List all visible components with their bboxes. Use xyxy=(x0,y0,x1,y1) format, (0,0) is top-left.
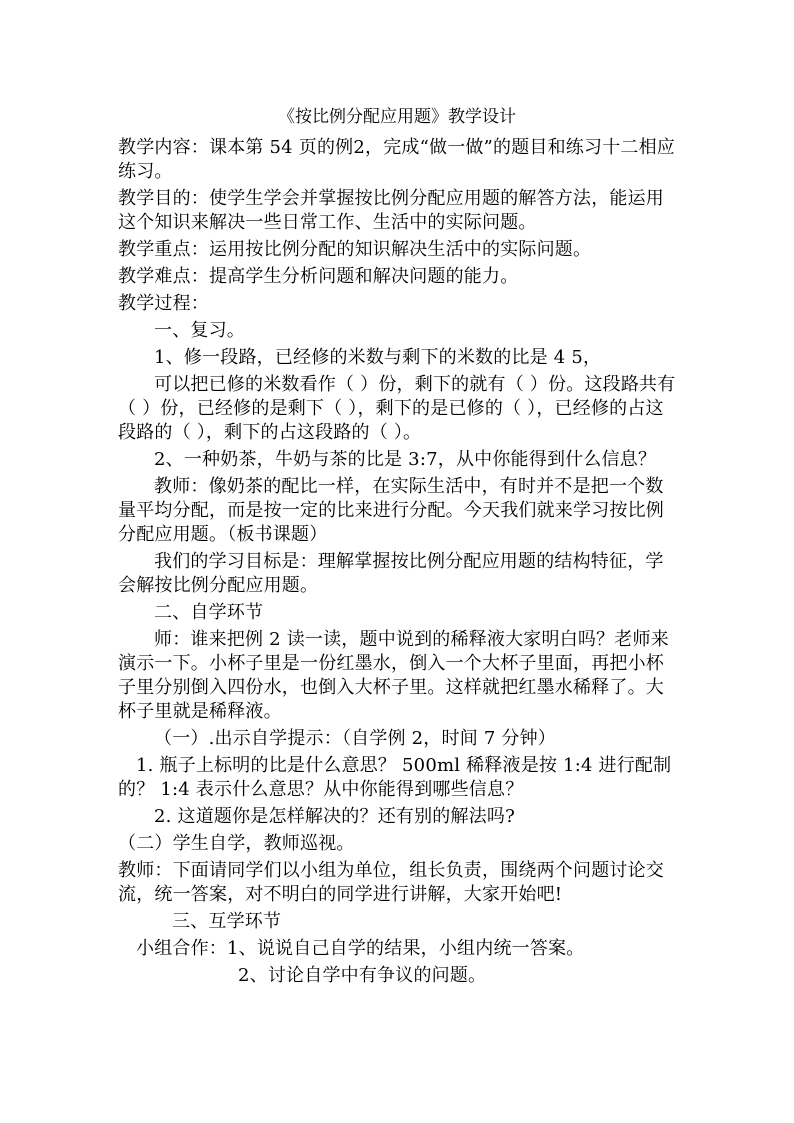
teaching-objective: 教学目的：使学生学会并掌握按比例分配应用题的解答方法，能运用这个知识来解决一些日常工作、生活中的实际问题。 xyxy=(118,188,664,233)
review-question-1-blanks: 可以把已修的米数看作（ ）份，剩下的就有（ ）份。这段路共有（ ）份，已经修的是剩下（ ），剩下的是已修的（ ），已经修的占这段路的（ ），剩下的占这段路的（ ）。 xyxy=(118,374,676,443)
self-study-question-1: 1. 瓶子上标明的比是什么意思？ 500ml 稀释液是按 1:4 进行配制的？ 1:4 表示什么意思？从中你能得到哪些信息？ xyxy=(118,755,672,800)
student-self-study: （二）学生自学，教师巡视。 xyxy=(118,833,355,854)
section-review-heading: 一、复习。 xyxy=(154,320,245,341)
teacher-demo: 师：谁来把例 2 读一读，题中说到的稀释液大家明白吗？老师来演示一下。小杯子里是一份红墨水，倒入一个大杯子里面，再把小杯子里分别倒入四份水，也倒入大杯子里。这样就把红墨水稀释了。大杯子里就是稀释液。 xyxy=(118,629,669,722)
teacher-group-instruction: 教师：下面请同学们以小组为单位，组长负责，围绕两个问题讨论交流，统一答案，对不明白的同学进行讲解，大家开始吧! xyxy=(118,860,664,905)
section-self-study-heading: 二、自学环节 xyxy=(154,602,264,623)
group-cooperation-1: 小组合作：1、说说自己自学的结果，小组内统一答案。 xyxy=(136,938,585,959)
teaching-key-point: 教学重点：运用按比例分配的知识解决生活中的实际问题。 xyxy=(118,239,592,260)
teacher-intro: 教师：像奶茶的配比一样，在实际生活中，有时并不是把一个数量平均分配，而是按一定的比来进行分配。今天我们就来学习按比例分配应用题。（板书课题） xyxy=(118,476,664,545)
teaching-difficulty: 教学难点：提高学生分析问题和解决问题的能力。 xyxy=(118,266,519,287)
review-question-1: 1、修一段路，已经修的米数与剩下的米数的比是 4 5， xyxy=(154,347,602,368)
section-mutual-study-heading: 三、互学环节 xyxy=(172,911,282,932)
group-cooperation-2: 2、讨论自学中有争议的问题。 xyxy=(238,965,487,986)
self-study-question-2: 2. 这道题你是怎样解决的？还有别的解法吗? xyxy=(154,806,515,827)
learning-goal: 我们的学习目标是：理解掌握按比例分配应用题的结构特征，学会解按比例分配应用题。 xyxy=(118,551,664,596)
teaching-content: 教学内容：课本第 54 页的例2，完成“做一做”的题目和练习十二相应练习。 xyxy=(118,137,676,182)
self-study-prompt: （一）.出示自学提示：（自学例 2，时间 7 分钟） xyxy=(154,728,556,749)
teaching-process-heading: 教学过程： xyxy=(118,293,209,314)
document-title: 《按比例分配应用题》教学设计 xyxy=(278,107,516,127)
review-question-2: 2、一种奶茶，牛奶与茶的比是 3:7，从中你能得到什么信息？ xyxy=(154,449,657,470)
document-body xyxy=(118,136,678,991)
